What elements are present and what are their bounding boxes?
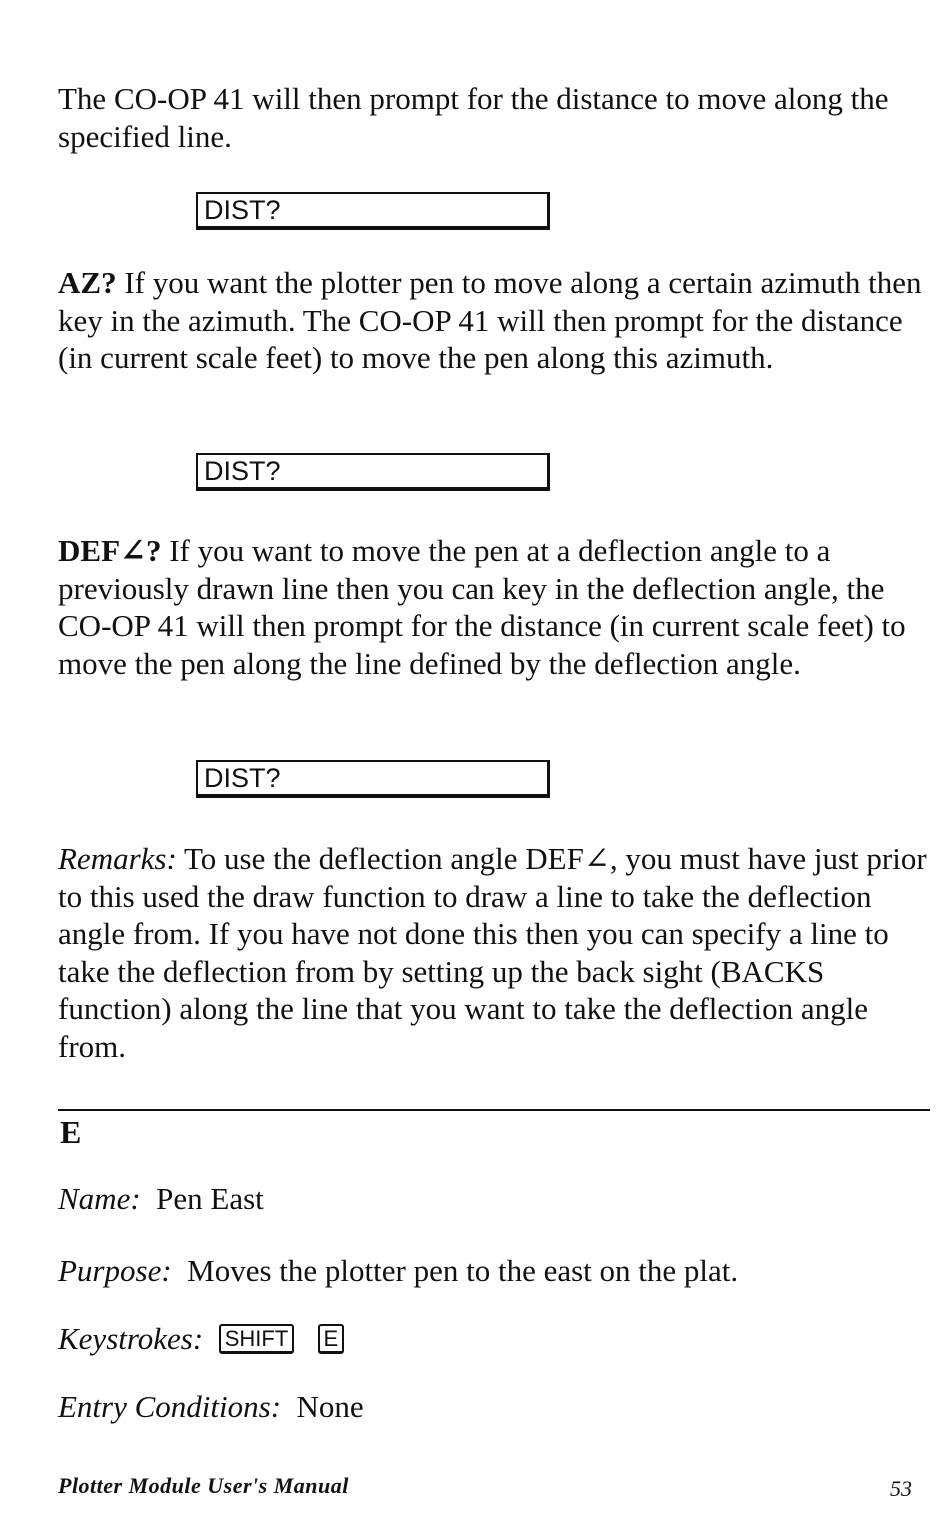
remarks-label: Remarks: (58, 841, 177, 876)
footer-manual-title: Plotter Module User's Manual (58, 1473, 349, 1498)
dist-display-2 (196, 453, 550, 491)
az-label: AZ? (58, 265, 117, 300)
def-label: DEF∠? (58, 533, 162, 568)
section-divider (58, 1109, 930, 1111)
az-text: If you want the plotter pen to move along a certain azimuth then key in the azimuth. The CO-OP 41 will then prompt for the distance (in current scale feet) to move the pen along this azimuth. (58, 265, 922, 375)
e-key: E (318, 1324, 345, 1354)
keystrokes-label: Keystrokes: (58, 1321, 204, 1356)
purpose-label: Purpose: (58, 1253, 172, 1288)
az-paragraph (58, 264, 928, 377)
def-text: If you want to move the pen at a deflection angle to a previously drawn line then you can key in the deflection angle, the CO-OP 41 will then prompt for the distance (in current scale feet) to move the pen along the line defined by the deflection angle. (58, 533, 906, 681)
entry-conditions-label: Entry Conditions: (58, 1389, 282, 1424)
display-text: DIST? (204, 763, 281, 793)
remarks-paragraph (58, 840, 928, 1065)
name-value: Pen East (156, 1181, 264, 1216)
dist-display-1 (196, 192, 550, 230)
shift-key: SHIFT (219, 1324, 295, 1354)
display-text: DIST? (204, 195, 281, 225)
name-row (58, 1180, 264, 1218)
entry-conditions-row (58, 1388, 364, 1426)
remarks-text: To use the deflection angle DEF∠, you must have just prior to this used the draw function to draw a line to take the deflection angle from. If you have not done this then you can specify a line to take the deflection from by setting up the back sight (BACKS function) along the line that you want to take the deflection angle from. (58, 841, 927, 1064)
intro-paragraph (58, 80, 928, 155)
page-number: 53 (890, 1476, 912, 1501)
display-text: DIST? (204, 456, 281, 486)
dist-display-3 (196, 760, 550, 798)
entry-conditions-value: None (296, 1389, 364, 1424)
def-paragraph (58, 532, 928, 682)
intro-text: The CO-OP 41 will then prompt for the distance to move along the specified line. (58, 81, 889, 154)
section-letter: E (60, 1114, 82, 1150)
keystrokes-row (58, 1320, 344, 1358)
purpose-row (58, 1252, 738, 1290)
name-label: Name: (58, 1181, 141, 1216)
purpose-value: Moves the plotter pen to the east on the plat. (187, 1253, 739, 1288)
